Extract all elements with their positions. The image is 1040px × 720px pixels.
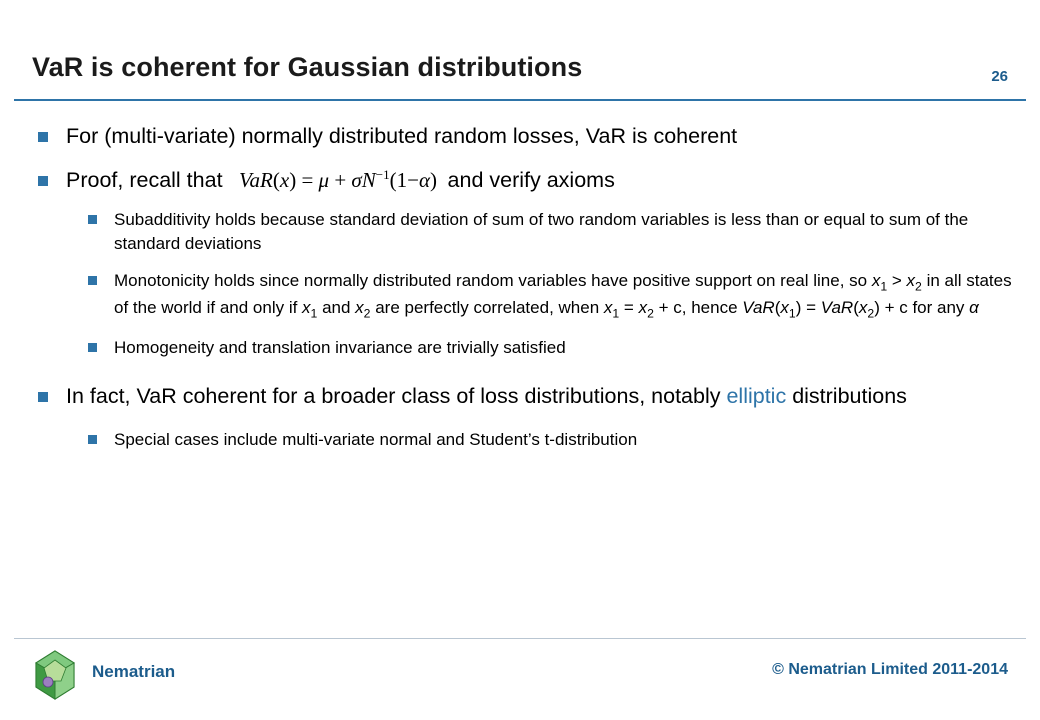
bullet-level2-monotonicity-text: Monotonicity holds since normally distributed random variables have positive support on real line, so $x_1 > x_2$ in all states of the world if and only if $x_1$ and $x_2$ are perfectly correlated, when $x_1 = x_2 + c$, hence $VaR(x_1) = VaR(x_2) + c$ for any α — [114, 271, 1012, 321]
mono-x1b: x — [302, 298, 311, 318]
formula-N: N — [361, 168, 376, 193]
mono-x1c: x — [603, 298, 613, 318]
copyright-label: © Nematrian Limited 2011-2014 — [772, 661, 1008, 678]
bullet-level1-1-text: For (multi-variate) normally distributed random losses, VaR is coherent — [66, 124, 738, 148]
formula-open-paren: ( — [272, 168, 280, 193]
mono-x2c: x — [638, 298, 648, 318]
bullet-level2-special-cases-text: Special cases include multi-variate normal and Student’s t-distribution — [114, 430, 638, 450]
slide-number: 26 — [991, 68, 1008, 85]
bullet-level1-3 — [28, 382, 1018, 410]
mono-x1b-sub: 1 — [310, 306, 318, 321]
sublist-special-cases — [28, 428, 1018, 452]
title-divider — [14, 99, 1026, 101]
formula-x: x — [279, 168, 290, 193]
mono-x2: x — [906, 271, 916, 291]
footer-divider — [14, 638, 1026, 639]
mono-gt: > — [887, 271, 907, 291]
mono-eq1: = — [619, 298, 639, 318]
formula-close-paren: ) — [289, 168, 297, 193]
mono-var2: VaR — [820, 298, 854, 318]
formula-exponent: −1 — [375, 167, 390, 183]
square-bullet-icon — [88, 215, 97, 224]
bullet-level1-3-highlight: elliptic — [726, 383, 787, 408]
mono-x2c-sub: 2 — [647, 306, 654, 321]
mono-x1: x — [871, 271, 881, 291]
square-bullet-icon — [38, 392, 48, 402]
nematrian-logo-icon — [28, 648, 82, 702]
square-bullet-icon — [88, 276, 97, 285]
formula-one: 1 — [396, 168, 408, 193]
mono-eq2: = — [801, 298, 821, 318]
formula-alpha: α — [419, 168, 431, 193]
mono-alpha: α — [969, 298, 979, 318]
formula-var: VaR — [239, 168, 273, 193]
mono-part5: + c, hence — [653, 298, 743, 318]
mono-part2: in all states of the world if and only if — [114, 271, 1012, 318]
bullet-level1-3-part1: In fact, VaR coherent for a broader class of loss distributions, notably — [66, 383, 727, 408]
formula-minus: − — [407, 168, 419, 193]
formula-var-gaussian — [229, 168, 448, 192]
bullet-level2-homogeneity-text: Homogeneity and translation invariance are trivially satisfied — [114, 337, 566, 357]
mono-part6: + c for any — [879, 298, 970, 318]
mono-part4: are perfectly correlated, when — [370, 298, 604, 318]
bullet-level2-subadditivity-text: Subadditivity holds because standard deviation of sum of two random variables is less than or equal to sum of the standard deviations — [114, 210, 969, 254]
formula-mu: μ — [318, 168, 330, 193]
mono-part3: and — [317, 298, 356, 318]
mono-x1c-sub: 1 — [612, 306, 620, 321]
bullet-level1-3-part2: distributions — [786, 383, 907, 408]
bullet-level2-subadditivity — [76, 208, 1018, 256]
formula-equals: = — [301, 168, 314, 193]
mono-x2b-sub: 2 — [363, 306, 371, 321]
bullet-level2-special-cases — [76, 428, 1018, 452]
bullet-level2-homogeneity — [76, 336, 1018, 360]
mono-x2b: x — [355, 298, 364, 318]
slide-body — [28, 118, 1018, 452]
bullet-level1-1 — [28, 122, 1018, 150]
bullet-level2-monotonicity — [76, 269, 1018, 323]
formula-plus: + — [334, 168, 347, 193]
bullet-level1-2-suffix: and verify axioms — [447, 168, 615, 193]
mono-x2d: x — [858, 298, 868, 318]
formula-close-paren-2: ) — [430, 168, 438, 193]
mono-part1: Monotonicity holds since normally distributed random variables have positive support on real line, so — [114, 271, 872, 291]
mono-x2d-sub: 2 — [867, 306, 875, 321]
formula-open-paren-2: ( — [389, 168, 397, 193]
square-bullet-icon — [88, 343, 97, 352]
square-bullet-icon — [88, 435, 97, 444]
page-title: VaR is coherent for Gaussian distributions — [32, 52, 583, 82]
mono-x1-sub: 1 — [880, 279, 888, 294]
square-bullet-icon — [38, 132, 48, 142]
mono-x1d-sub: 1 — [788, 306, 796, 321]
bullet-level1-2 — [28, 166, 1018, 195]
bullet-level1-2-prefix: Proof, recall that — [66, 168, 223, 193]
sublist-proof — [28, 208, 1018, 360]
mono-x1d: x — [780, 298, 789, 318]
mono-x2-sub: 2 — [915, 279, 922, 294]
brand-label: Nematrian — [92, 662, 176, 681]
mono-var1: VaR — [742, 298, 775, 318]
formula-sigma: σ — [351, 168, 362, 193]
square-bullet-icon — [38, 176, 48, 186]
